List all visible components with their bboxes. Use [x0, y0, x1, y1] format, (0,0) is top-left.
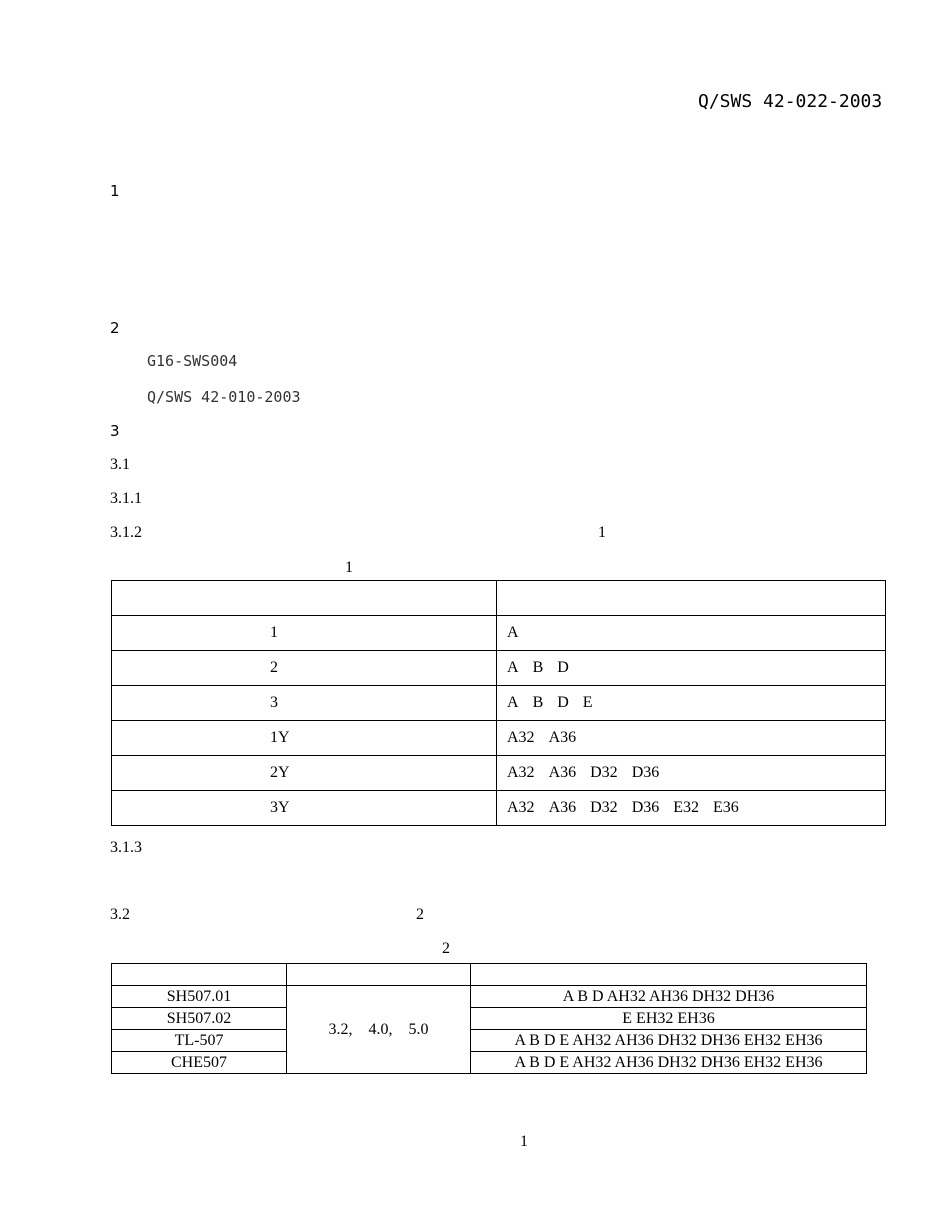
model-cell: SH507.02	[112, 1008, 287, 1030]
table-row	[112, 1052, 867, 1074]
section-3-1-3: 3.1.3	[110, 839, 142, 856]
table-row	[112, 616, 886, 651]
section-3-heading: 3	[110, 422, 120, 440]
table-row	[112, 651, 886, 686]
table-1	[111, 580, 886, 826]
table-row	[112, 986, 867, 1008]
grade-item: E	[582, 694, 593, 711]
header-cell	[497, 581, 886, 616]
diameter-value: 3.2,	[328, 1020, 353, 1038]
table-1-reference: 1	[598, 524, 606, 541]
level-cell: 1Y	[112, 721, 497, 756]
grade-item: A	[507, 659, 519, 676]
header-cell	[471, 964, 867, 986]
section-1-heading: 1	[110, 182, 120, 200]
grades-cell	[497, 791, 886, 826]
header-cell	[287, 964, 471, 986]
reference-standard-1: G16-SWS004	[147, 352, 238, 370]
model-cell: SH507.01	[112, 986, 287, 1008]
grades-cell: A B D E AH32 AH36 DH32 DH36 EH32 EH36	[471, 1030, 867, 1052]
table-2-reference: 2	[416, 906, 424, 923]
table-row	[112, 756, 886, 791]
grade-item: A36	[548, 729, 577, 746]
grade-item: D32	[590, 764, 618, 781]
diameter-cell	[287, 986, 471, 1074]
header-cell	[112, 964, 287, 986]
level-cell: 2Y	[112, 756, 497, 791]
level-cell: 3Y	[112, 791, 497, 826]
level-cell: 1	[112, 616, 497, 651]
level-cell: 2	[112, 651, 497, 686]
section-2-heading: 2	[110, 319, 120, 337]
table-row	[112, 1008, 867, 1030]
grades-cell	[497, 721, 886, 756]
section-3-1-1: 3.1.1	[110, 490, 142, 507]
document-code: Q/SWS 42-022-2003	[698, 91, 883, 112]
table-row	[112, 686, 886, 721]
grade-item: D36	[631, 764, 660, 781]
grade-item: A32	[507, 764, 535, 781]
reference-standard-2: Q/SWS 42-010-2003	[147, 388, 301, 406]
grades-cell	[497, 616, 886, 651]
grade-item: D	[557, 694, 569, 711]
grade-item: D	[557, 659, 569, 676]
grade-item: D36	[631, 799, 660, 816]
grades-cell: A B D AH32 AH36 DH32 DH36	[471, 986, 867, 1008]
section-3-2: 3.2	[110, 906, 130, 923]
model-cell: CHE507	[112, 1052, 287, 1074]
grade-item: A32	[507, 729, 535, 746]
model-cell: TL-507	[112, 1030, 287, 1052]
grade-item: B	[532, 694, 544, 711]
grade-item: E32	[673, 799, 700, 816]
page-number: 1	[520, 1133, 528, 1150]
grade-item: A	[507, 694, 519, 711]
diameter-value: 4.0,	[368, 1020, 393, 1038]
table-row	[112, 721, 886, 756]
table-2-caption: 2	[442, 940, 450, 957]
grade-item: E36	[713, 799, 739, 816]
table-row	[112, 791, 886, 826]
table-1-caption: 1	[345, 559, 353, 576]
table-2	[111, 963, 867, 1074]
grade-item: A36	[548, 764, 577, 781]
level-cell: 3	[112, 686, 497, 721]
grades-cell	[497, 756, 886, 791]
table-header-row	[112, 581, 886, 616]
grades-cell	[497, 686, 886, 721]
section-3-1: 3.1	[110, 456, 130, 473]
grades-cell	[497, 651, 886, 686]
diameter-value: 5.0	[408, 1020, 429, 1038]
grade-item: A	[507, 624, 519, 641]
section-3-1-2: 3.1.2	[110, 524, 142, 541]
grade-item: D32	[590, 799, 618, 816]
table-header-row	[112, 964, 867, 986]
grade-item: B	[532, 659, 544, 676]
table-row	[112, 1030, 867, 1052]
grades-cell: A B D E AH32 AH36 DH32 DH36 EH32 EH36	[471, 1052, 867, 1074]
grade-item: A32	[507, 799, 535, 816]
grade-item: A36	[548, 799, 577, 816]
grades-cell: E EH32 EH36	[471, 1008, 867, 1030]
header-cell	[112, 581, 497, 616]
